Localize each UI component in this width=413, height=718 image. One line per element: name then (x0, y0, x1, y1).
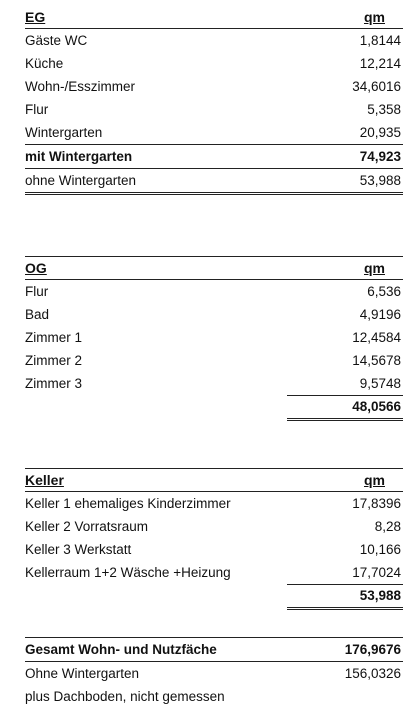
total-value: 48,0566 (352, 399, 401, 414)
room-area: 17,8396 (352, 496, 401, 511)
room-label: Zimmer 2 (25, 353, 82, 368)
table-row (25, 561, 403, 584)
total-row (287, 584, 403, 610)
room-area: 20,935 (359, 125, 401, 140)
subtotal-value: 53,988 (359, 173, 401, 188)
room-label: Keller 3 Werkstatt (25, 542, 132, 557)
room-area: 14,5678 (352, 353, 401, 368)
table-row (25, 538, 403, 561)
section-header (25, 6, 403, 28)
section-eg (25, 6, 403, 195)
unit-label: qm (364, 9, 385, 25)
section-title: EG (25, 9, 46, 25)
sum-line (287, 395, 403, 396)
table-row (25, 326, 403, 349)
unit-label: qm (364, 260, 385, 276)
section-title: Keller (25, 472, 64, 488)
grand-total-row (25, 638, 403, 661)
total-label: mit Wintergarten (25, 149, 133, 164)
subtotal-row (25, 169, 403, 195)
section-header (25, 257, 403, 279)
room-area: 4,9196 (359, 307, 401, 322)
total-value: 53,988 (359, 588, 401, 603)
section-keller (25, 468, 403, 610)
table-row (25, 349, 403, 372)
room-label: Flur (25, 284, 49, 299)
section-og (25, 256, 403, 421)
section-gesamt (25, 637, 403, 708)
table-row (25, 29, 403, 52)
room-label: Wintergarten (25, 125, 103, 140)
room-area: 1,8144 (359, 33, 401, 48)
room-label: Kellerraum 1+2 Wäsche +Heizung (25, 565, 231, 580)
room-label: Keller 1 ehemaliges Kinderzimmer (25, 496, 231, 511)
grand-total-label: Gesamt Wohn- und Nutzfäche (25, 642, 217, 657)
without-value: 156,0326 (344, 666, 401, 681)
unit-label: qm (364, 472, 385, 488)
without-label: Ohne Wintergarten (25, 666, 140, 681)
table-row (25, 121, 403, 144)
room-label: Wohn-/Esszimmer (25, 79, 136, 94)
room-area: 10,166 (359, 542, 401, 557)
room-area: 34,6016 (352, 79, 401, 94)
section-title: OG (25, 260, 47, 276)
room-area: 9,5748 (359, 376, 401, 391)
room-label: Gäste WC (25, 33, 88, 48)
table-row (25, 98, 403, 121)
room-label: Zimmer 1 (25, 330, 82, 345)
room-label: Bad (25, 307, 50, 322)
room-area: 12,214 (359, 56, 401, 71)
subtotal-label: ohne Wintergarten (25, 173, 137, 188)
room-label: Küche (25, 56, 64, 71)
section-header (25, 469, 403, 491)
room-label: Zimmer 3 (25, 376, 82, 391)
table-row (25, 280, 403, 303)
room-area: 6,536 (367, 284, 401, 299)
without-wintergarden-row (25, 662, 403, 685)
table-row (25, 52, 403, 75)
table-row (25, 303, 403, 326)
total-row (287, 395, 403, 421)
grand-total-value: 176,9676 (344, 642, 401, 657)
room-label: Keller 2 Vorratsraum (25, 519, 149, 534)
room-area: 12,4584 (352, 330, 401, 345)
room-label: Flur (25, 102, 49, 117)
attic-note: plus Dachboden, nicht gemessen (25, 689, 225, 704)
table-row (25, 372, 403, 395)
sum-line (287, 584, 403, 585)
note-row (25, 685, 403, 708)
table-row (25, 515, 403, 538)
room-area: 17,7024 (352, 565, 401, 580)
total-row (25, 145, 403, 168)
room-area: 5,358 (367, 102, 401, 117)
room-area: 8,28 (374, 519, 401, 534)
table-row (25, 75, 403, 98)
table-row (25, 492, 403, 515)
total-value: 74,923 (359, 149, 401, 164)
